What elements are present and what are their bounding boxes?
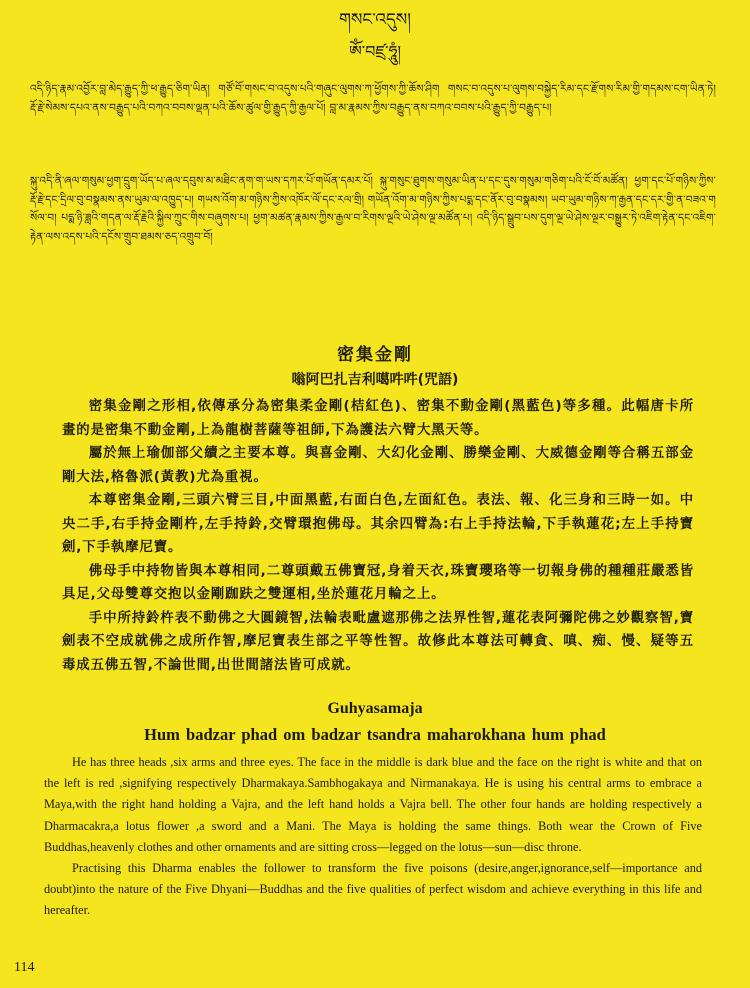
tibetan-title: གསང་འདུས། (338, 10, 412, 30)
tibetan-paragraph-2: སྐུ་འདི་ནི་ཞལ་གསུམ་ཕྱག་དྲུག་ཡོད་པ་ཞལ་དབུས་མ་མཐིང་ནག་ག་ཡས་དཀར་པོ་གཡོན་དམར་པོ། སྐུ་གསུང་ཐུགས་གསུམ་ཡིན་པ་དང་དུས་གསུམ་གཅིག་པའི་ངོ་བོ་མཚོན། ཕྱག་དང་པོ་གཉིས་ཀྱིས་རྡོ་རྗེ་དང་དྲིལ་བུ་བསྣམས་ནས་ཡུམ་ལ་འཁྱུད་པ། གཡས་འོག་མ་གཉིས་ཀྱིས་འཁོར་ལོ་དང་རལ་གྲི། གཡོན་འོག་མ་གཉིས་ཀྱིས་པདྨ་དང་ནོར་བུ་བསྣམས། ཡབ་ཡུམ་གཉིས་ཀ་རྒྱན་དང་དར་གྱི་ན་བཟའ་གསོལ་བ། པདྨ་ཉི་ཟླའི་གདན་ལ་རྡོ་རྗེའི་སྐྱིལ་ཀྲུང་གིས་བཞུགས་པ། ཕྱག་མཚན་རྣམས་ཀྱིས་རྒྱལ་བ་རིགས་ལྔའི་ཡེ་ཤེས་ལྔ་མཚོན་པ། འདི་ཉིད་སྒྲུབ་པས་དུག་ལྔ་ཡེ་ཤེས་ལྔར་བསྒྱུར་ཏེ་འཇིག་རྟེན་དང་འཇིག་རྟེན་ལས་འདས་པའི་དངོས་གྲུབ་ཐམས་ཅད་འགྲུབ་བོ། (30, 175, 716, 243)
tibetan-paragraph-1: འདི་ཉིད་རྣམ་འབྱོར་བླ་མེད་རྒྱུད་ཀྱི་ཕ་རྒྱུད་ཅིག་ཡིན། གཙོ་བོ་གསང་བ་འདུས་པའི་གཞུང་ལུགས་ཀ་ཕྱོགས་ཀྱི་ཆོས་ཤིག གསང་བ་འདུས་པ་ལུགས་བསྐྱེད་རིམ་དང་རྫོགས་རིམ་གྱི་གདམས་ངག་ཡིན་ཏེ། རྡོ་རྗེ་སེམས་དཔའ་ནས་བརྒྱུད་པའི་བཀའ་བབས་ལྡན་པའི་ཆོས་ཚུལ་གྱི་རྒྱུད་ཀྱི་རྒྱལ་པོ། བླ་མ་རྣམས་ཀྱིས་བརྒྱུད་ནས་བཀའ་བབས་པའི་རྒྱུད་ཀྱི་བརྒྱུད་པ། (30, 83, 716, 114)
chinese-paragraph: 屬於無上瑜伽部父續之主要本尊。與喜金剛、大幻化金剛、勝樂金剛、大威德金剛等合稱五部金剛大法,格魯派(黃教)尤為重視。 (62, 446, 694, 485)
page-number: 114 (14, 960, 35, 975)
tibetan-mantra: ཨོཾ་བཛྲ་ཧཱུཾ། (348, 42, 402, 61)
chinese-subtitle: 嗡阿巴扎吉利噶吽吽(咒語) (291, 372, 459, 388)
chinese-title: 密集金剛 (337, 345, 413, 365)
english-paragraph: Practising this Dharma enables the follower to transform the five poisons (desire,anger,ignorance,self—importance and doubt)into the nature of the Five Dhyani—Buddhas and the five qualities of perfect wisdom and achieve everything in this life and hereafter. (44, 861, 702, 918)
chinese-paragraph: 佛母手中持物皆與本尊相同,二尊頭戴五佛寶冠,身着天衣,珠寶瓔珞等一切報身佛的種種莊嚴悉皆具足,父母雙尊交抱以金剛跏趺之雙運相,坐於蓮花月輪之上。 (62, 563, 694, 602)
chinese-body (62, 395, 694, 677)
english-mantra: Hum badzar phad om badzar tsandra maharokhana hum phad (144, 725, 606, 744)
chinese-paragraph: 密集金剛之形相,依傳承分為密集柔金剛(桔紅色)、密集不動金剛(黑藍色)等多種。此幅唐卡所畫的是密集不動金剛,上為龍樹菩薩等祖師,下為護法六臂大黑天等。 (62, 399, 694, 438)
english-title: Guhyasamaja (327, 700, 423, 717)
chinese-paragraph: 本尊密集金剛,三頭六臂三目,中面黑藍,右面白色,左面紅色。表法、報、化三身和三時一如。中央二手,右手持金剛杵,左手持鈴,交臂環抱佛母。其余四臂為:右上手持法輪,下手執蓮花;左上手持寶劍,下手執摩尼寶。 (62, 493, 694, 555)
english-body (44, 752, 702, 922)
english-paragraph: He has three heads ,six arms and three eyes. The face in the middle is dark blue and the face on the right is white and that on the left is red ,signifying respectively Dharmakaya.Sambhogakaya and Nirmanakaya. He is using his central arms to embrace a Maya,with the right hand holding a Vajra, and the left hand holds a Vajra bell. The other four hands are holding respectively a Dharmacakra,a lotus flower ,a sword and a Mani. The Maya is holding the same things. Both wear the Crown of Five Buddhas,heavenly clothes and other ornaments and are sitting cross—legged on the lotus—sun—disc throne. (44, 755, 702, 854)
chinese-paragraph: 手中所持鈴杵表不動佛之大圓鏡智,法輪表毗盧遮那佛之法界性智,蓮花表阿彌陀佛之妙觀察智,寶劍表不空成就佛之成所作智,摩尼寶表生部之平等性智。故修此本尊法可轉貪、嗔、痴、慢、疑等五毒成五佛五智,不論世間,出世間諸法皆可成就。 (62, 610, 694, 673)
